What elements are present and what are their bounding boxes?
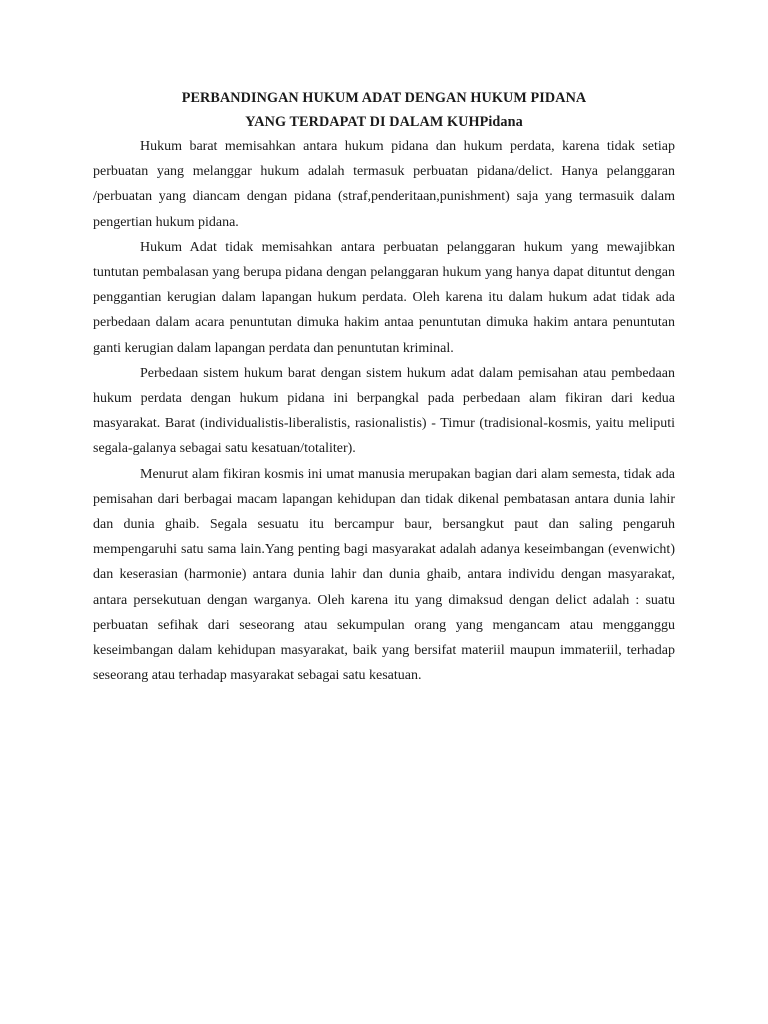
paragraph-3: Perbedaan sistem hukum barat dengan sistem hukum adat dalam pemisahan atau pembedaan hukum perdata dengan hukum pidana ini berpangkal pada perbedaan alam fikiran dari kedua masyarakat. Barat (individualistis-liberalistis, rasionalistis) - Timur (tradisional-kosmis, yaitu meliputi segala-galanya sebagai satu kesatuan/totaliter). (93, 365, 675, 457)
paragraph-2: Hukum Adat tidak memisahkan antara perbuatan pelanggaran hukum yang mewajibkan tuntutan pembalasan yang berupa pidana dengan pelanggaran hukum yang hanya dapat dituntut dengan penggantian kerugian dalam lapangan hukum perdata. Oleh karena itu dalam hukum adat tidak ada perbedaan dalam acara penuntutan dimuka hakim antaa penuntutan dimuka hakim antara penuntutan ganti kerugian dalam lapangan perdata dan penuntutan kriminal. (93, 239, 675, 356)
paragraph-1: Hukum barat memisahkan antara hukum pidana dan hukum perdata, karena tidak setiap perbuatan yang melanggar hukum adalah termasuk perbuatan pidana/delict. Hanya pelanggaran /perbuatan yang diancam dengan pidana (straf,penderitaan,punishment) saja yang termasuik dalam pengertian hukum pidana. (93, 139, 675, 230)
document-page (93, 86, 675, 688)
title-line-1: PERBANDINGAN HUKUM ADAT DENGAN HUKUM PIDANA (181, 90, 587, 106)
paragraph-4: Menurut alam fikiran kosmis ini umat manusia merupakan bagian dari alam semesta, tidak ada pemisahan dari berbagai macam lapangan kehidupan dan tidak dikenal pembatasan antara dunia lahir dan dunia ghaib. Segala sesuatu itu bercampur baur, bersangkut paut dan saling pengaruh mempengaruhi satu sama lain.Yang penting bagi masyarakat adalah adanya keseimbangan (evenwicht) dan keserasian (harmonie) antara dunia lahir dan dunia ghaib, antara individu dengan masyarakat, antara persekutuan dengan warganya. Oleh karena itu yang dimaksud dengan delict adalah : suatu perbuatan sefihak dari seseorang atau sekumpulan orang yang mengancam atau mengganggu keseimbangan dalam kehidupan masyarakat, baik yang bersifat materiil maupun immateriil, terhadap seseorang atau terhadap masyarakat sebagai satu kesatuan. (93, 466, 675, 684)
document-title (93, 86, 675, 134)
title-line-2: YANG TERDAPAT DI DALAM KUHPidana (245, 114, 523, 130)
